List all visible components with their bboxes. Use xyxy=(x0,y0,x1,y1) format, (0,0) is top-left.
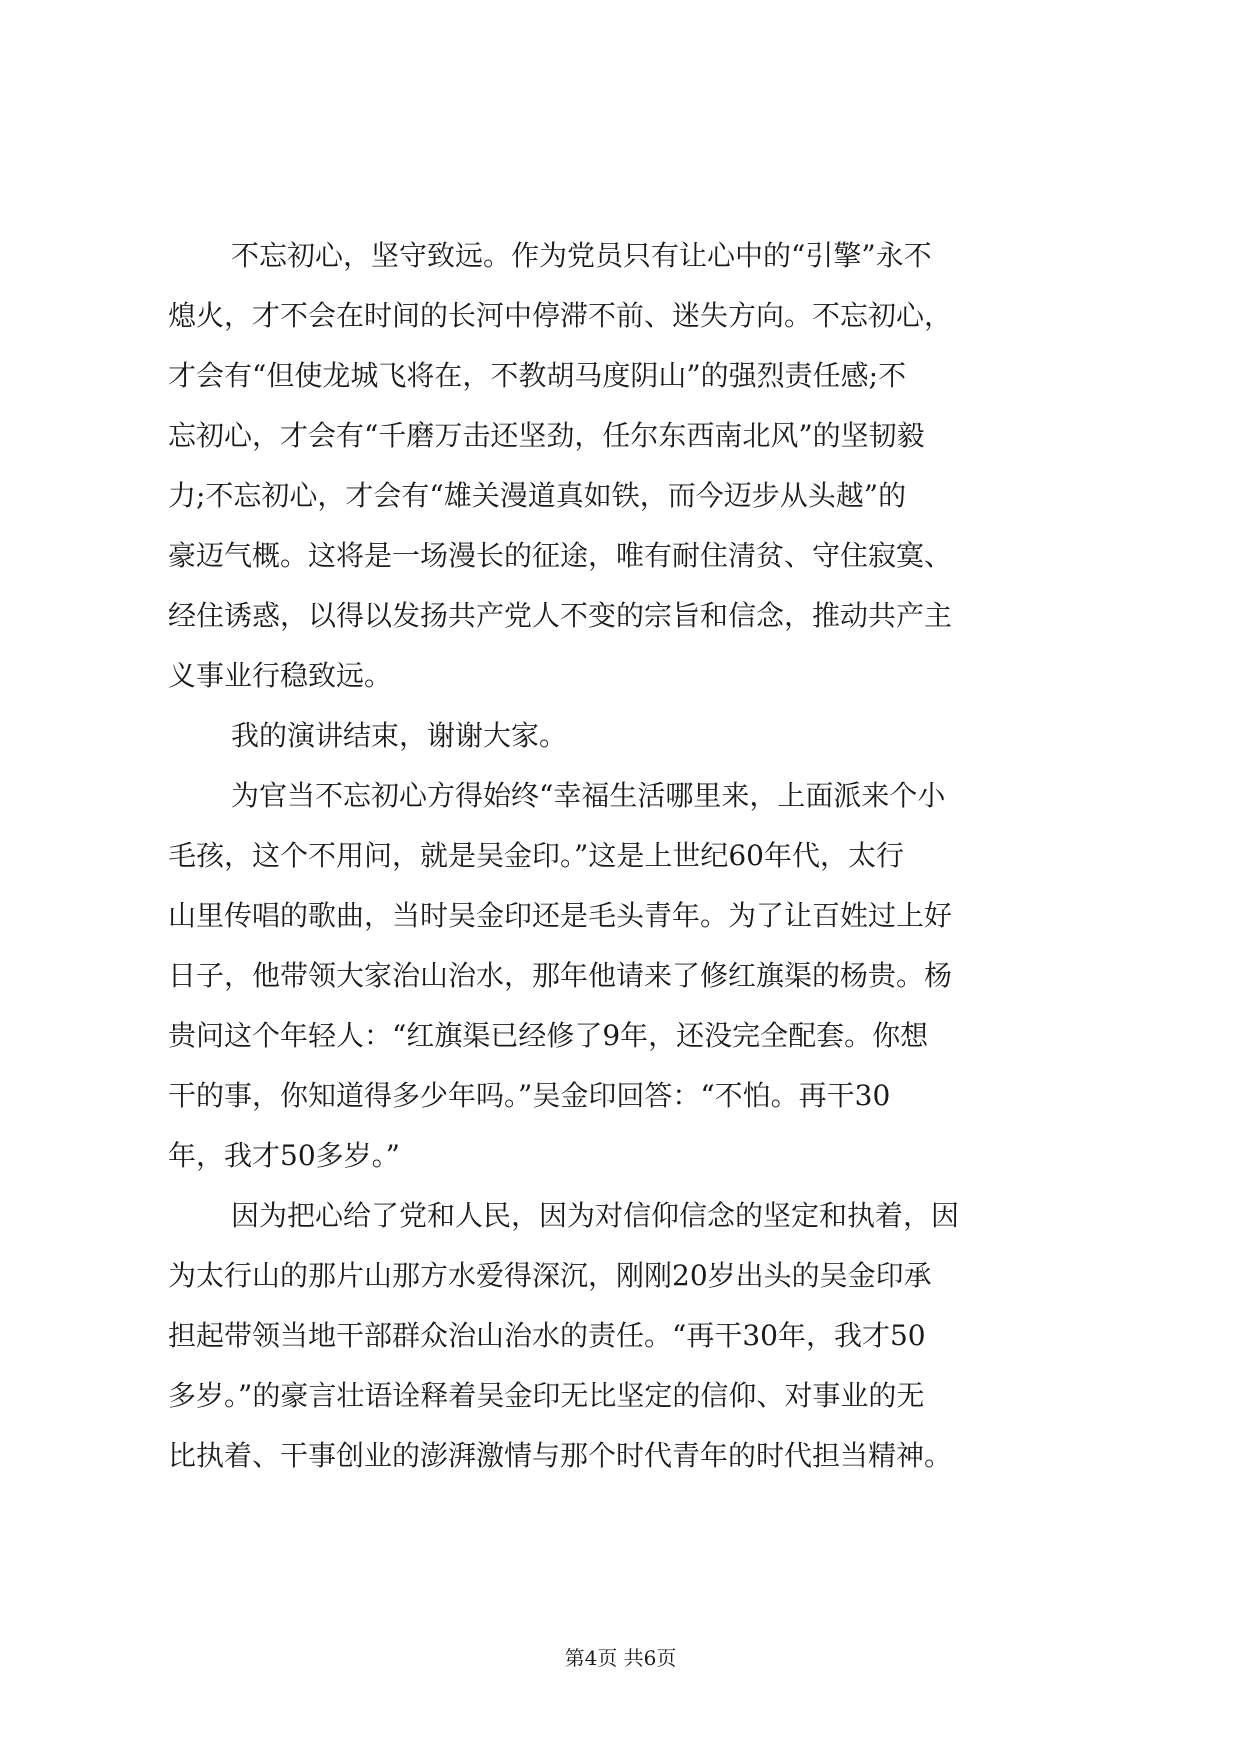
paragraph-1-line-5: 力;不忘初心，才会有“雄关漫道真如铁，而今迈步从头越”的 xyxy=(168,479,907,512)
paragraph-3-line-4: 日子，他带领大家治山治水，那年他请来了修红旗渠的杨贵。杨 xyxy=(168,959,953,992)
paragraph-3-line-3: 山里传唱的歌曲，当时吴金印还是毛头青年。为了让百姓过上好 xyxy=(168,899,953,932)
paragraph-1-line-1: 不忘初心，坚守致远。作为党员只有让心中的“引擎”永不 xyxy=(231,239,932,272)
paragraph-3-line-6: 干的事，你知道得多少年吗。”吴金印回答：“不怕。再干30 xyxy=(168,1079,891,1112)
page-footer xyxy=(0,1646,1241,1670)
paragraph-4-line-4: 多岁。”的豪言壮语诠释着吴金印无比坚定的信仰、对事业的无 xyxy=(168,1379,925,1412)
body-text xyxy=(168,226,1082,1486)
paragraph-3-line-2: 毛孩，这个不用问，就是吴金印。”这是上世纪60年代，太行 xyxy=(168,839,904,872)
paragraph-2-line-1: 我的演讲结束，谢谢大家。 xyxy=(231,719,568,752)
paragraph-4-line-3: 担起带领当地干部群众治山治水的责任。“再干30年，我才50 xyxy=(168,1319,926,1352)
paragraph-1-line-8: 义事业行稳致远。 xyxy=(168,659,393,692)
paragraph-1-line-6: 豪迈气概。这将是一场漫长的征途，唯有耐住清贫、守住寂寞、 xyxy=(168,539,953,572)
paragraph-4-line-1: 因为把心给了党和人民，因为对信仰信念的坚定和执着，因 xyxy=(231,1199,960,1232)
paragraph-4-line-5: 比执着、干事创业的澎湃激情与那个时代青年的时代担当精神。 xyxy=(168,1439,953,1472)
paragraph-1-line-3: 才会有“但使龙城飞将在，不教胡马度阴山”的强烈责任感;不 xyxy=(168,359,907,392)
paragraph-1-line-2: 熄火，才不会在时间的长河中停滞不前、迷失方向。不忘初心， xyxy=(168,299,953,332)
page-number-label: 第4页 共6页 xyxy=(564,1646,677,1670)
paragraph-4-line-2: 为太行山的那片山那方水爱得深沉，刚刚20岁出头的吴金印承 xyxy=(168,1259,932,1292)
paragraph-3-line-7: 年，我才50多岁。” xyxy=(168,1139,400,1172)
paragraph-3-line-1: 为官当不忘初心方得始终“幸福生活哪里来，上面派来个小 xyxy=(231,779,946,812)
paragraph-3-line-5: 贵问这个年轻人：“红旗渠已经修了9年，还没完全配套。你想 xyxy=(168,1019,929,1052)
paragraph-1-line-4: 忘初心，才会有“千磨万击还坚劲，任尔东西南北风”的坚韧毅 xyxy=(168,419,925,452)
paragraph-1-line-7: 经住诱惑，以得以发扬共产党人不变的宗旨和信念，推动共产主 xyxy=(168,599,953,632)
